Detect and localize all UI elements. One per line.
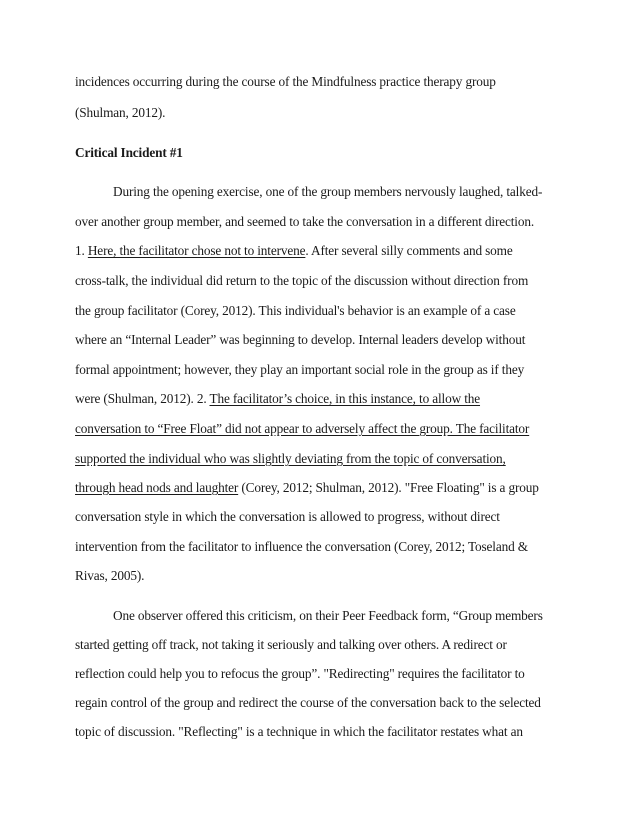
text-line — [75, 362, 524, 378]
text-line — [75, 332, 525, 348]
text-line — [75, 451, 506, 467]
text-segment: Critical Incident #1 — [75, 145, 183, 160]
text-segment: cross-talk, the individual did return to the topic of the discussion without direction from — [75, 273, 529, 288]
text-line — [75, 105, 165, 121]
text-line — [75, 539, 528, 555]
text-segment: intervention from the facilitator to influence the conversation (Corey, 2012; Toseland & — [75, 539, 528, 554]
text-segment: 1. — [75, 243, 88, 258]
text-segment: the group facilitator (Corey, 2012). This individual's behavior is an example of a case — [75, 303, 516, 318]
text-segment: (Corey, 2012; Shulman, 2012). "Free Floating" is a group — [238, 480, 539, 495]
text-segment: conversation style in which the conversation is allowed to progress, without direct — [75, 509, 500, 524]
text-segment: formal appointment; however, they play an important social role in the group as if they — [75, 362, 525, 377]
text-line — [113, 184, 542, 200]
text-line — [113, 608, 543, 624]
text-line — [75, 695, 541, 711]
underlined-text: conversation to “Free Float” did not appear to adversely affect the group. The facilitator — [75, 421, 530, 436]
text-segment: over another group member, and seemed to take the conversation in a different direction. — [75, 214, 534, 229]
text-line — [75, 273, 528, 289]
text-line — [75, 74, 496, 90]
text-line — [75, 214, 534, 230]
text-line — [75, 666, 525, 682]
text-line — [75, 243, 513, 259]
underlined-text: The facilitator’s choice, in this instance, to allow the — [209, 391, 481, 406]
text-line — [75, 391, 480, 407]
text-segment: reflection could help you to refocus the group”. "Redirecting" requires the facilitator to — [75, 666, 525, 681]
text-line — [75, 509, 500, 525]
underlined-text: supported the individual who was slightly deviating from the topic of conversation, — [75, 451, 506, 466]
underlined-text: Here, the facilitator chose not to intervene — [87, 243, 306, 258]
text-segment: (Shulman, 2012). — [75, 105, 166, 120]
text-line — [75, 480, 539, 496]
text-segment: . After several silly comments and some — [305, 243, 513, 258]
text-line — [75, 303, 516, 319]
text-line — [75, 421, 529, 437]
text-segment: incidences occurring during the course of the Mindfulness practice therapy group — [75, 74, 496, 89]
section-heading — [75, 145, 183, 161]
text-segment: were (Shulman, 2012). 2. — [75, 391, 210, 406]
text-line — [75, 724, 523, 740]
text-segment: During the opening exercise, one of the group members nervously laughed, talked- — [113, 184, 543, 199]
text-segment: Rivas, 2005). — [75, 568, 145, 583]
text-segment: topic of discussion. "Reflecting" is a technique in which the facilitator restates what an — [75, 724, 523, 739]
text-line — [75, 637, 507, 653]
text-segment: regain control of the group and redirect the course of the conversation back to the selected — [75, 695, 541, 710]
text-segment: started getting off track, not taking it seriously and talking over others. A redirect or — [75, 637, 507, 652]
text-segment: where an “Internal Leader” was beginning to develop. Internal leaders develop without — [75, 332, 526, 347]
underlined-text: through head nods and laughter — [75, 480, 239, 495]
text-line — [75, 568, 144, 584]
text-segment: One observer offered this criticism, on their Peer Feedback form, “Group members — [113, 608, 543, 623]
